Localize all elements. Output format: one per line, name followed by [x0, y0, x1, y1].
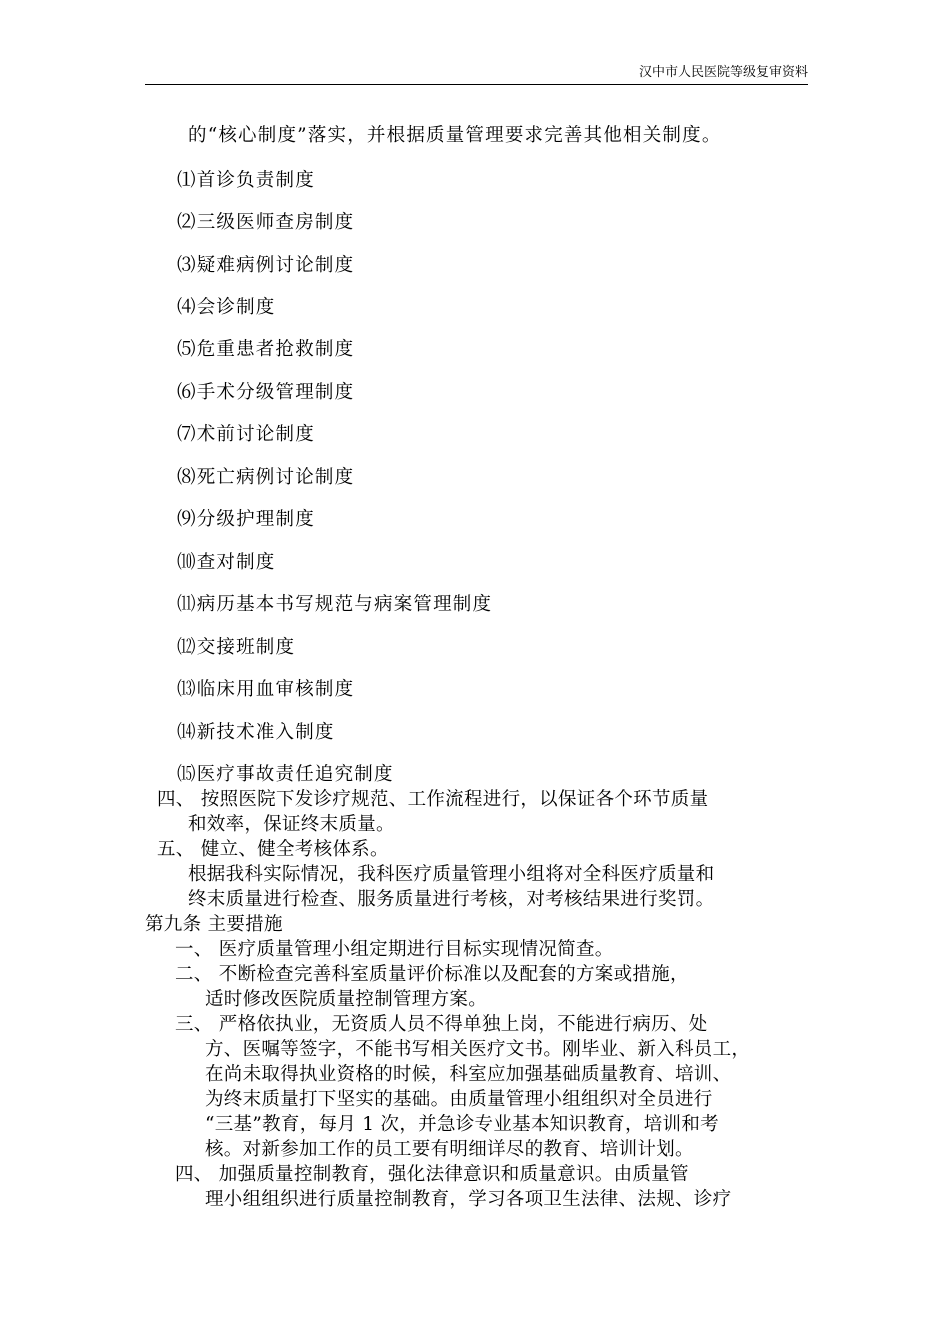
core-system-item: ⑵三级医师查房制度 — [177, 212, 355, 233]
core-system-item: ⑸危重患者抢救制度 — [177, 339, 355, 360]
core-system-item: ⑽查对制度 — [177, 552, 276, 573]
core-system-item: ⒀临床用血审核制度 — [177, 679, 355, 700]
core-system-item: ⑴首诊负责制度 — [177, 170, 315, 191]
core-system-item: ⑹手术分级管理制度 — [177, 382, 355, 403]
header-title: 汉中市人民医院等级复审资料 — [638, 65, 808, 80]
core-system-item: ⑿交接班制度 — [177, 637, 296, 658]
page-header — [145, 64, 808, 85]
section-four-line: 和效率，保证终末质量。 — [188, 814, 395, 835]
article-nine-item-line: 在尚未取得执业资格的时候，科室应加强基础质量教育、培训、 — [205, 1064, 732, 1085]
article-nine-heading: 第九条 主要措施 — [145, 914, 283, 935]
section-four-line: 四、 按照医院下发诊疗规范、工作流程进行，以保证各个环节质量 — [157, 789, 709, 810]
section-five-heading: 五、 健立、健全考核体系。 — [157, 839, 389, 860]
article-nine-item-line: 一、 医疗质量管理小组定期进行目标实现情况简查。 — [175, 939, 614, 960]
article-nine-item-line: 四、 加强质量控制教育，强化法律意识和质量意识。由质量管 — [175, 1164, 689, 1185]
article-nine-item-line: 为终末质量打下坚实的基础。由质量管理小组组织对全员进行 — [205, 1089, 713, 1110]
core-system-item: ⑻死亡病例讨论制度 — [177, 467, 355, 488]
article-nine-item-line: 方、医嘱等签字，不能书写相关医疗文书。刚毕业、新入科员工， — [205, 1039, 751, 1060]
core-system-item: ⑷会诊制度 — [177, 297, 276, 318]
intro-line: 的“核心制度”落实，并根据质量管理要求完善其他相关制度。 — [188, 125, 722, 146]
core-system-item: ⑾病历基本书写规范与病案管理制度 — [177, 594, 493, 615]
article-nine-item-line: 三、 严格依执业，无资质人员不得单独上岗，不能进行病历、处 — [175, 1014, 708, 1035]
article-nine-item-line: 核。对新参加工作的员工要有明细详尽的教育、培训计划。 — [205, 1139, 694, 1160]
core-system-item: ⑼分级护理制度 — [177, 509, 315, 530]
core-system-item: ⑺术前讨论制度 — [177, 424, 315, 445]
section-five-line: 根据我科实际情况，我科医疗质量管理小组将对全科医疗质量和 — [188, 864, 715, 885]
article-nine-item-line: “三基”教育，每月 1 次，并急诊专业基本知识教育，培训和考 — [205, 1114, 719, 1135]
core-system-item: ⑶疑难病例讨论制度 — [177, 255, 355, 276]
article-nine-item-line: 适时修改医院质量控制管理方案。 — [205, 989, 488, 1010]
article-nine-item-line: 理小组组织进行质量控制教育，学习各项卫生法律、法规、诊疗 — [205, 1189, 732, 1210]
core-system-item: ⒁新技术准入制度 — [177, 722, 335, 743]
section-five-line: 终末质量进行检查、服务质量进行考核，对考核结果进行奖罚。 — [188, 889, 715, 910]
article-nine-item-line: 二、 不断检查完善科室质量评价标准以及配套的方案或措施， — [175, 964, 689, 985]
core-system-item: ⒂医疗事故责任追究制度 — [177, 764, 394, 785]
